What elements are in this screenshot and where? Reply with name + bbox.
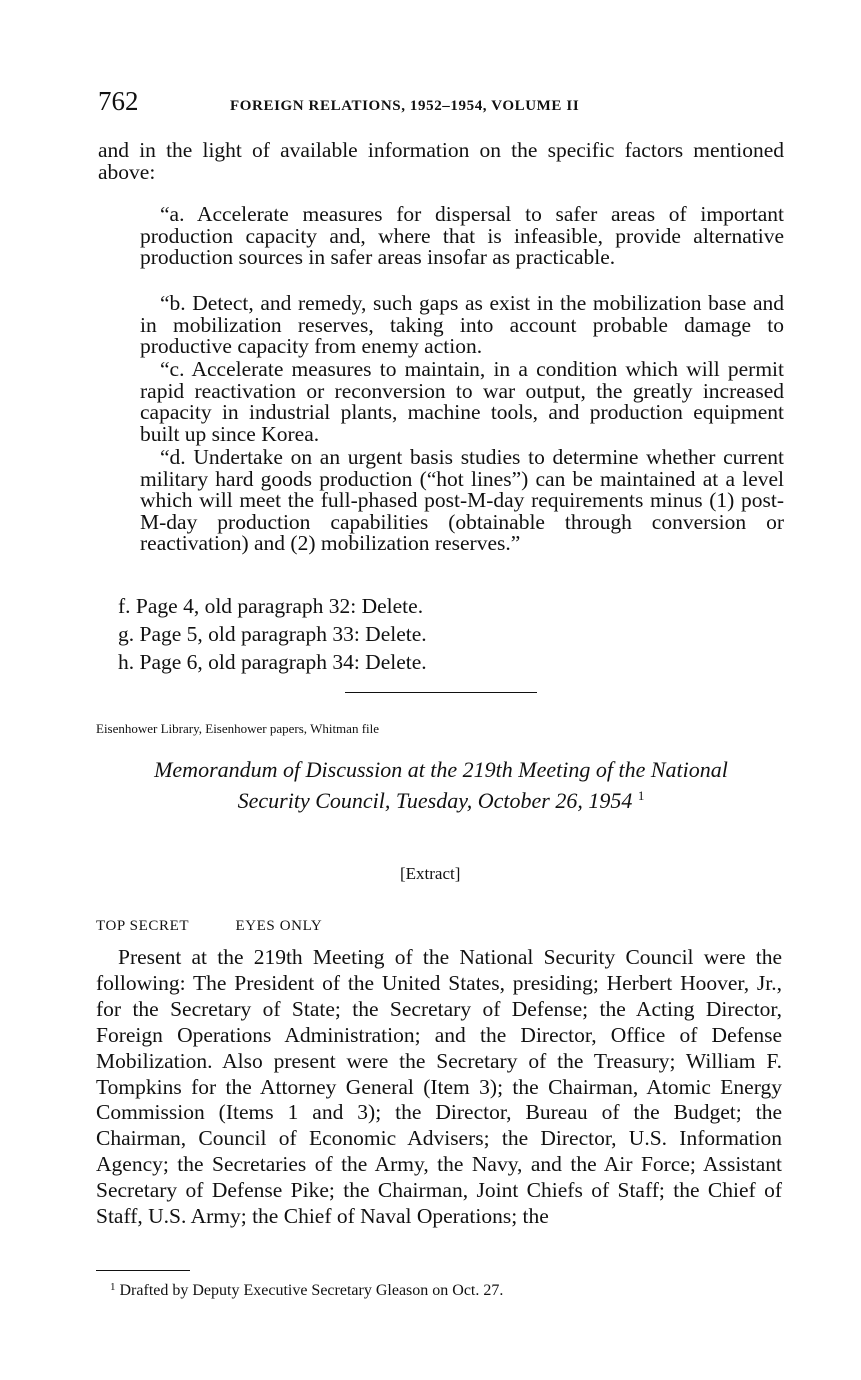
classification-top-secret: TOP SECRET xyxy=(96,918,190,934)
document-title xyxy=(98,757,784,814)
quoted-item-c: “c. Accelerate measures to maintain, in a condition which will permit rapid reactivation or reconversion to war output, the greatly increased capacity in industrial plants, machine tools, and production equipment built up since Korea. xyxy=(140,357,784,446)
amendment-h: h. Page 6, old paragraph 34: Delete. xyxy=(118,650,427,674)
document-title-line-2-text: Security Council, Tuesday, October 26, 1954 xyxy=(237,788,633,813)
footnote-divider xyxy=(96,1270,190,1271)
intro-paragraph: and in the light of available information on the specific factors mentioned above: xyxy=(98,138,784,184)
page-number: 762 xyxy=(98,86,139,116)
page-header xyxy=(98,86,788,120)
classification-eyes-only: EYES ONLY xyxy=(235,918,323,934)
quoted-item-b: “b. Detect, and remedy, such gaps as exist in the mobilization base and in mobilization reserves, taking into account probable damage to productive capacity from enemy action. xyxy=(140,291,784,358)
document-title-line-2 xyxy=(98,783,784,814)
footnote xyxy=(110,1276,503,1302)
amendment-g: g. Page 5, old paragraph 33: Delete. xyxy=(118,622,427,646)
quoted-item-a: “a. Accelerate measures for dispersal to safer areas of important production capacity and, where that is infeasible, provide alternative production sources in safer areas insofar as practicable. xyxy=(140,202,784,269)
title-footnote-marker: 1 xyxy=(637,788,645,803)
quoted-item-d: “d. Undertake on an urgent basis studies to determine whether current military hard goods production (“hot lines”) can be maintained at a level which will meet the full-phased post-M-day requirements minus (1) post-M-day production capabilities (obtainable through conversion or reactivation) and (2) mobilization reserves.” xyxy=(140,445,784,555)
document-title-line-1: Memorandum of Discussion at the 219th Meeting of the National xyxy=(154,757,728,782)
running-title: FOREIGN RELATIONS, 1952–1954, VOLUME II xyxy=(230,98,580,114)
footnote-text: Drafted by Deputy Executive Secretary Gleason on Oct. 27. xyxy=(119,1282,504,1299)
footnote-marker: 1 xyxy=(110,1281,116,1293)
extract-label: [Extract] xyxy=(400,864,461,883)
source-note: Eisenhower Library, Eisenhower papers, Whitman file xyxy=(96,721,380,736)
body-paragraph: Present at the 219th Meeting of the National Security Council were the following: The President of the United States, presiding; Herbert Hoover, Jr., for the Secretary of State; the Secretary of Defense; the Acting Director, Foreign Operations Administration; and the Director, Office of Defense Mobilization. Also present were the Secretary of the Treasury; William F. Tompkins for the Attorney General (Item 3); the Chairman, Atomic Energy Commission (Items 1 and 3); the Director, Bureau of the Budget; the Chairman, Council of Economic Advisers; the Director, U.S. Information Agency; the Secretaries of the Army, the Navy, and the Air Force; Assistant Secretary of Defense Pike; the Chairman, Joint Chiefs of Staff; the Chief of Staff, U.S. Army; the Chief of Naval Operations; the xyxy=(96,945,782,1229)
amendment-f: f. Page 4, old paragraph 32: Delete. xyxy=(118,594,424,618)
section-divider xyxy=(345,692,537,693)
classification-line xyxy=(96,916,322,936)
